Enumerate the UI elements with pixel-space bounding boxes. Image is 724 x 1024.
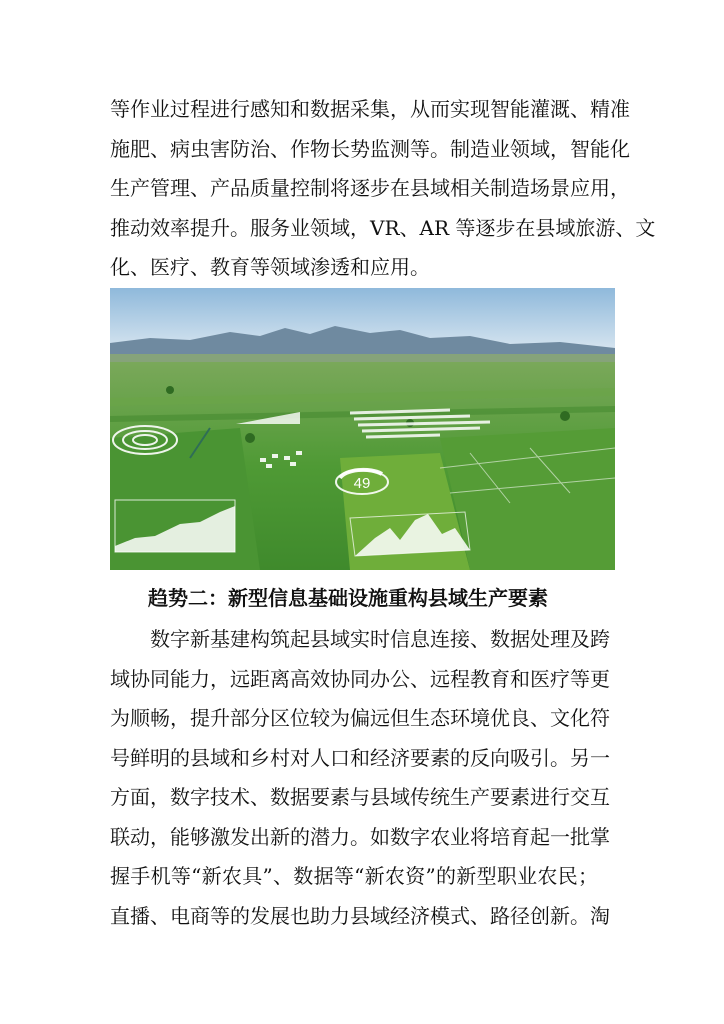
text-line: 为顺畅，提升部分区位较为偏远但生态环境优良、文化符 [110, 706, 610, 730]
text-line: 施肥、病虫害防治、作物长势监测等。制造业领域，智能化 [110, 136, 630, 161]
text-line: 推动效率提升。服务业领域，VR、AR 等逐步在县域旅游、文 [110, 215, 656, 240]
text-line: 方面，数字技术、数据要素与县域传统生产要素进行交互 [110, 785, 610, 809]
text-line: 号鲜明的县域和乡村对人口和经济要素的反向吸引。另一 [110, 745, 610, 770]
section-heading: 趋势二：新型信息基础设施重构县域生产要素 [148, 586, 548, 610]
text-line: 生产管理、产品质量控制将逐步在县域相关制造场景应用， [110, 176, 630, 200]
smart-agriculture-illustration [110, 288, 615, 570]
text-line: 等作业过程进行感知和数据采集，从而实现智能灌溉、精准 [110, 97, 630, 121]
text-line: 直播、电商等的发展也助力县域经济模式、路径创新。淘 [110, 903, 610, 928]
body-paragraph-1 [110, 90, 656, 288]
gauge-value: 49 [353, 475, 371, 492]
text-line: 化、医疗、教育等领域渗透和应用。 [110, 255, 430, 279]
body-paragraph-2 [110, 620, 610, 936]
text-line: 域协同能力，远距离高效协同办公、远程教育和医疗等更 [110, 666, 610, 691]
text-line: 握手机等“新农具”、数据等“新农资”的新型职业农民； [110, 864, 598, 888]
text-line: 联动，能够激发出新的潜力。如数字农业将培育起一批掌 [110, 824, 610, 849]
text-line: 数字新基建构筑起县域实时信息连接、数据处理及跨 [150, 627, 610, 651]
